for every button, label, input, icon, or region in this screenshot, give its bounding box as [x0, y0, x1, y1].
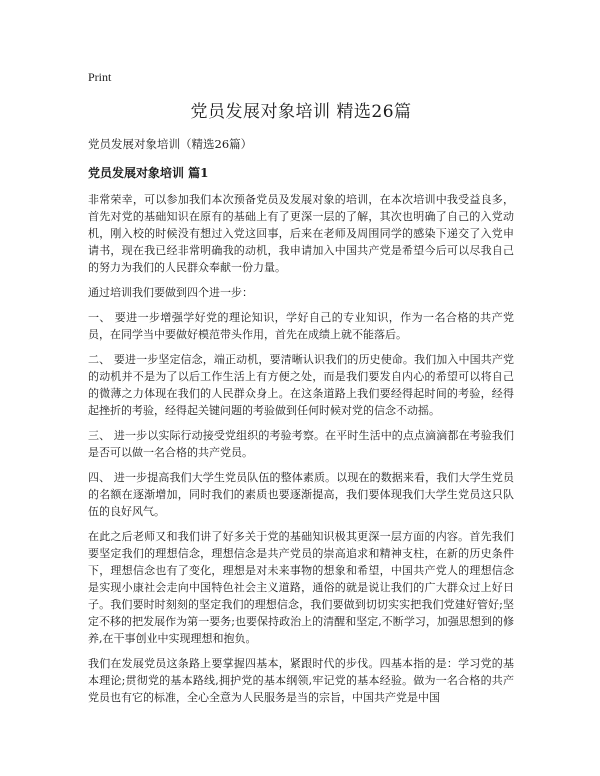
document-subtitle: 党员发展对象培训（精选26篇） — [88, 137, 253, 151]
print-label: Print — [88, 70, 112, 84]
paragraph-step-one: 一、 要进一步增强学好党的理论知识，学好自己的专业知识，作为一名合格的共产党员，在同学当中要做好模范带头作用，首先在成绩上就不能落后。 — [88, 311, 514, 341]
paragraph-ideals: 在此之后老师又和我们讲了好多关于党的基础知识极其更深一层方面的内容。首先我们要坚定我们的理想信念，理想信念是共产党员的崇高追求和精神支柱，在新的历史条件下，理想信念也有了变化，理想是对未来事物的想象和希望，中国共产党人的理想信念是实现小康社会走向中国特色社会主义道路，通俗的就是说让我们的广大群众过上好日子。我们要时时刻刻的坚定我们的理想信念，我们要做到切切实实把我们党建好管好;坚定不移的把发展作为第一要务;也要保持政治上的清醒和坚定,不断学习，加强思想到的修养,在干事创业中实现理想和抱负。 — [88, 530, 514, 645]
paragraph-four-steps-lead: 通过培训我们要做到四个进一步： — [88, 286, 253, 299]
paragraph-step-three: 三、 进一步以实际行动接受党组织的考验考察。在平时生活中的点点滴滴都在考验我们是否可以做一名合格的共产党员。 — [88, 429, 514, 459]
document-body — [88, 191, 514, 706]
paragraph-step-four: 四、 进一步提高我们大学生党员队伍的整体素质。以现在的数据来看，我们大学生党员的名额在逐渐增加，同时我们的素质也要逐渐提高，我们要体现我们大学生党员这只队伍的良好风气。 — [88, 471, 514, 518]
paragraph-step-two: 二、 要进一步坚定信念，端正动机，要清晰认识我们的历史使命。我们加入中国共产党的动机并不是为了以后工作生活上有方便之处，而是我们要发自内心的希望可以将自己的微薄之力体现在我们的人民群众身上。在这条道路上我们要经得起时间的考验，经得起挫折的考验，经得起关键问题的考验做到任何时候对党的信念不动摇。 — [88, 353, 514, 417]
section-heading: 党员发展对象培训 篇1 — [88, 166, 209, 180]
document-title: 党员发展对象培训 精选26篇 — [190, 102, 412, 122]
paragraph-four-basics: 我们在发展党员这条路上要掌握四基本，紧跟时代的步伐。四基本指的是：学习党的基本理论;贯彻党的基本路线,拥护党的基本纲领,牢记党的基本经验。做为一名合格的共产党员也有它的标准，全心全意为人民服务是当的宗旨，中国共产党是中国 — [88, 657, 514, 704]
paragraph-intro: 非常荣幸，可以参加我们本次预备党员及发展对象的培训，在本次培训中我受益良多，首先对党的基础知识在原有的基础上有了更深一层的了解，其次也明确了自己的入党动机，刚入校的时候没有想过入党这回事，后来在老师及周围同学的感染下递交了入党申请书，现在我已经非常明确我的动机，我申请加入中国共产党是希望今后可以尽我自己的努力为我们的人民群众奉献一份力量。 — [88, 193, 514, 274]
